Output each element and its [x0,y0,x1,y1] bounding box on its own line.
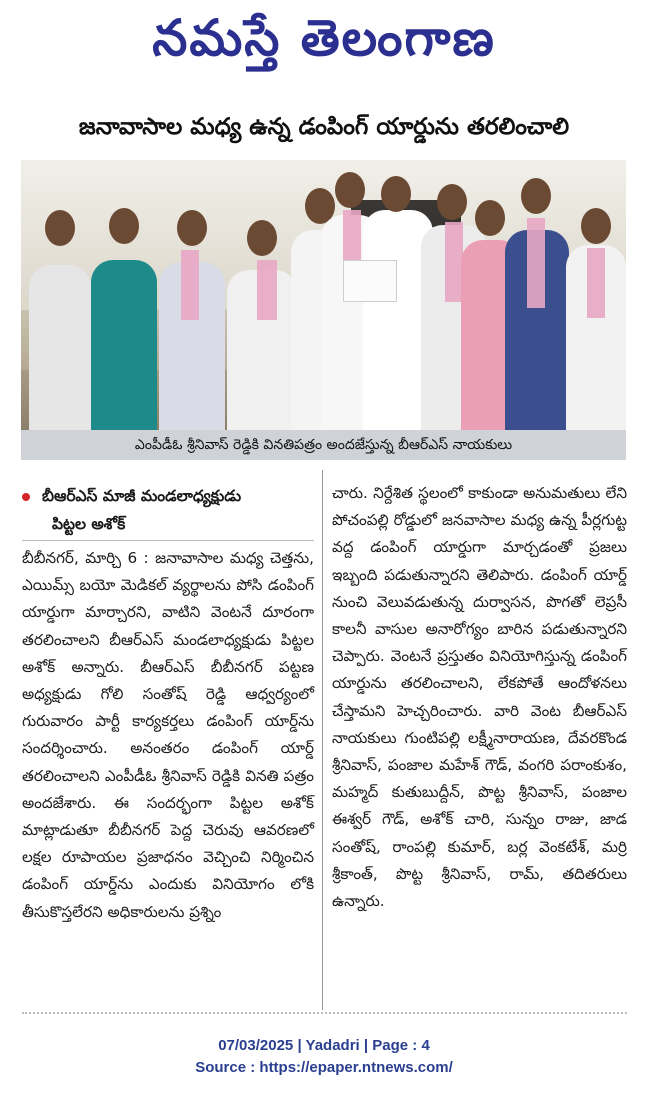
photo-person-head [177,210,207,246]
photo-person-head [335,172,365,208]
column-divider [322,470,323,1010]
photo-caption: ఎంపీడీఓ శ్రీనివాస్ రెడ్డికి వినతిపత్రం అందజేస్తున్న బీఆర్ఎస్ నాయకులు [21,430,626,460]
photo-petition-paper [343,260,397,302]
newspaper-masthead: నమస్తే తెలంగాణ [152,8,496,67]
subheading-line-1 [22,482,314,510]
photo-person-head [109,208,139,244]
photo-person [29,265,91,430]
photo-person [91,260,157,430]
photo-person-head [381,176,411,212]
photo-pink-scarf [527,218,545,308]
footer-source-line: Source : https://epaper.ntnews.com/ [195,1059,453,1076]
photo-person-head [247,220,277,256]
photo-person-head [521,178,551,214]
photo-pink-scarf [587,248,605,318]
photo-pink-scarf [257,260,277,320]
article-headline: జనావాసాల మధ్య ఉన్న డంపింగ్ యార్డును తరలించాలి [78,114,570,140]
subheading-text-1: బీఆర్ఎస్ మాజీ మండలాధ్యక్షుడు [42,487,242,505]
footer-date-line: 07/03/2025 | Yadadri | Page : 4 [218,1037,430,1054]
photo-person-head [475,200,505,236]
article-column-right: చారు. నిర్దేశిత స్థలంలో కాకుండా అనుమతులు లేని పోచంపల్లి రోడ్డులో జనవాసాల మధ్య ఉన్న పీర్లగుట్ట వద్ద డంపింగ్ యార్డుగా మార్చడంతో ప్రజలు ఇబ్బంది పడుతున్నారని తెలిపారు. డంపింగ్ యార్డ్ నుంచి వెలువడుతున్న దుర్వాసన, పొగతో లెప్రసీ కాలనీ వాసుల అనారోగ్యం బారిన పడుతున్నారని చెప్పారు. వెంటనే ప్రస్తుతం వినియోగిస్తున్న డంపింగ్ యార్డును తరలించాలని, లేకపోతే ఆందోళనలు చేస్తామని హెచ్చరించారు. వారి వెంట బీఆర్ఎస్ నాయకులు గుంటిపల్లి లక్ష్మీనారాయణ, దేవరకొండ శ్రీనివాస్, పంజాల మహేశ్ గౌడ్, వంగరి పరాంకుశం, మహ్మద్ కుతుబుద్దీన్, పొట్ట శ్రీనివాస్, పంజాల ఈశ్వర్ గౌడ్, అశోక్ చారి, సున్నం రాజు, జాడ సంతోష్, రాంపల్లి కుమార్, బర్ల వెంకటేశ్, మర్రి శ్రీకాంత్, పొట్ట శ్రీనివాస్, రామ్, తదితరులు ఉన్నారు. [332,484,627,911]
footer-dotted-rule [22,1012,627,1018]
photo-pink-scarf [181,250,199,320]
article-subheading [22,482,314,538]
photo-person-head [437,184,467,220]
photo-person-head [581,208,611,244]
news-photo [21,160,626,430]
photo-person-head [45,210,75,246]
article-column-left: బీబీనగర్, మార్చి 6 : జనావాసాల మధ్య చెత్తను, ఎయిమ్స్ బయో మెడికల్ వ్యర్థాలను పోసి డంపింగ్ యార్డుగా మార్చారని, వాటిని వెంటనే దూరంగా తరలించాలని బీఆర్ఎస్ మండలాధ్యక్షుడు పిట్టల అశోక్ అన్నారు. బీఆర్ఎస్ బీబీనగర్ పట్టణ అధ్యక్షుడు గోలి సంతోష్ రెడ్డి ఆధ్వర్యంలో గురువారం పార్టీ కార్యకర్తలు డంపింగ్ యార్డ్‌ను సందర్శించారు. అనంతరం డంపింగ్ యార్డ్ తరలించాలని ఎంపీడీఓ శ్రీనివాస్ రెడ్డికి వినతి పత్రం అందజేశారు. ఈ సందర్భంగా పిట్టల అశోక్ మాట్లాడుతూ బీబీనగర్ పెద్ద చెరువు ఆవరణలో లక్షల రూపాయల ప్రజాధనం వెచ్చించి నిర్మించిన డంపింగ్ యార్డ్‌ను ఎందుకు వినియోగం లోకి తీసుకొస్తలేరని అధికారులను ప్రశ్నిం [22,549,314,921]
subheading-line-2: పిట్టల అశోక్ [52,515,126,533]
subheading-divider [22,540,314,541]
red-bullet-icon [22,493,30,501]
